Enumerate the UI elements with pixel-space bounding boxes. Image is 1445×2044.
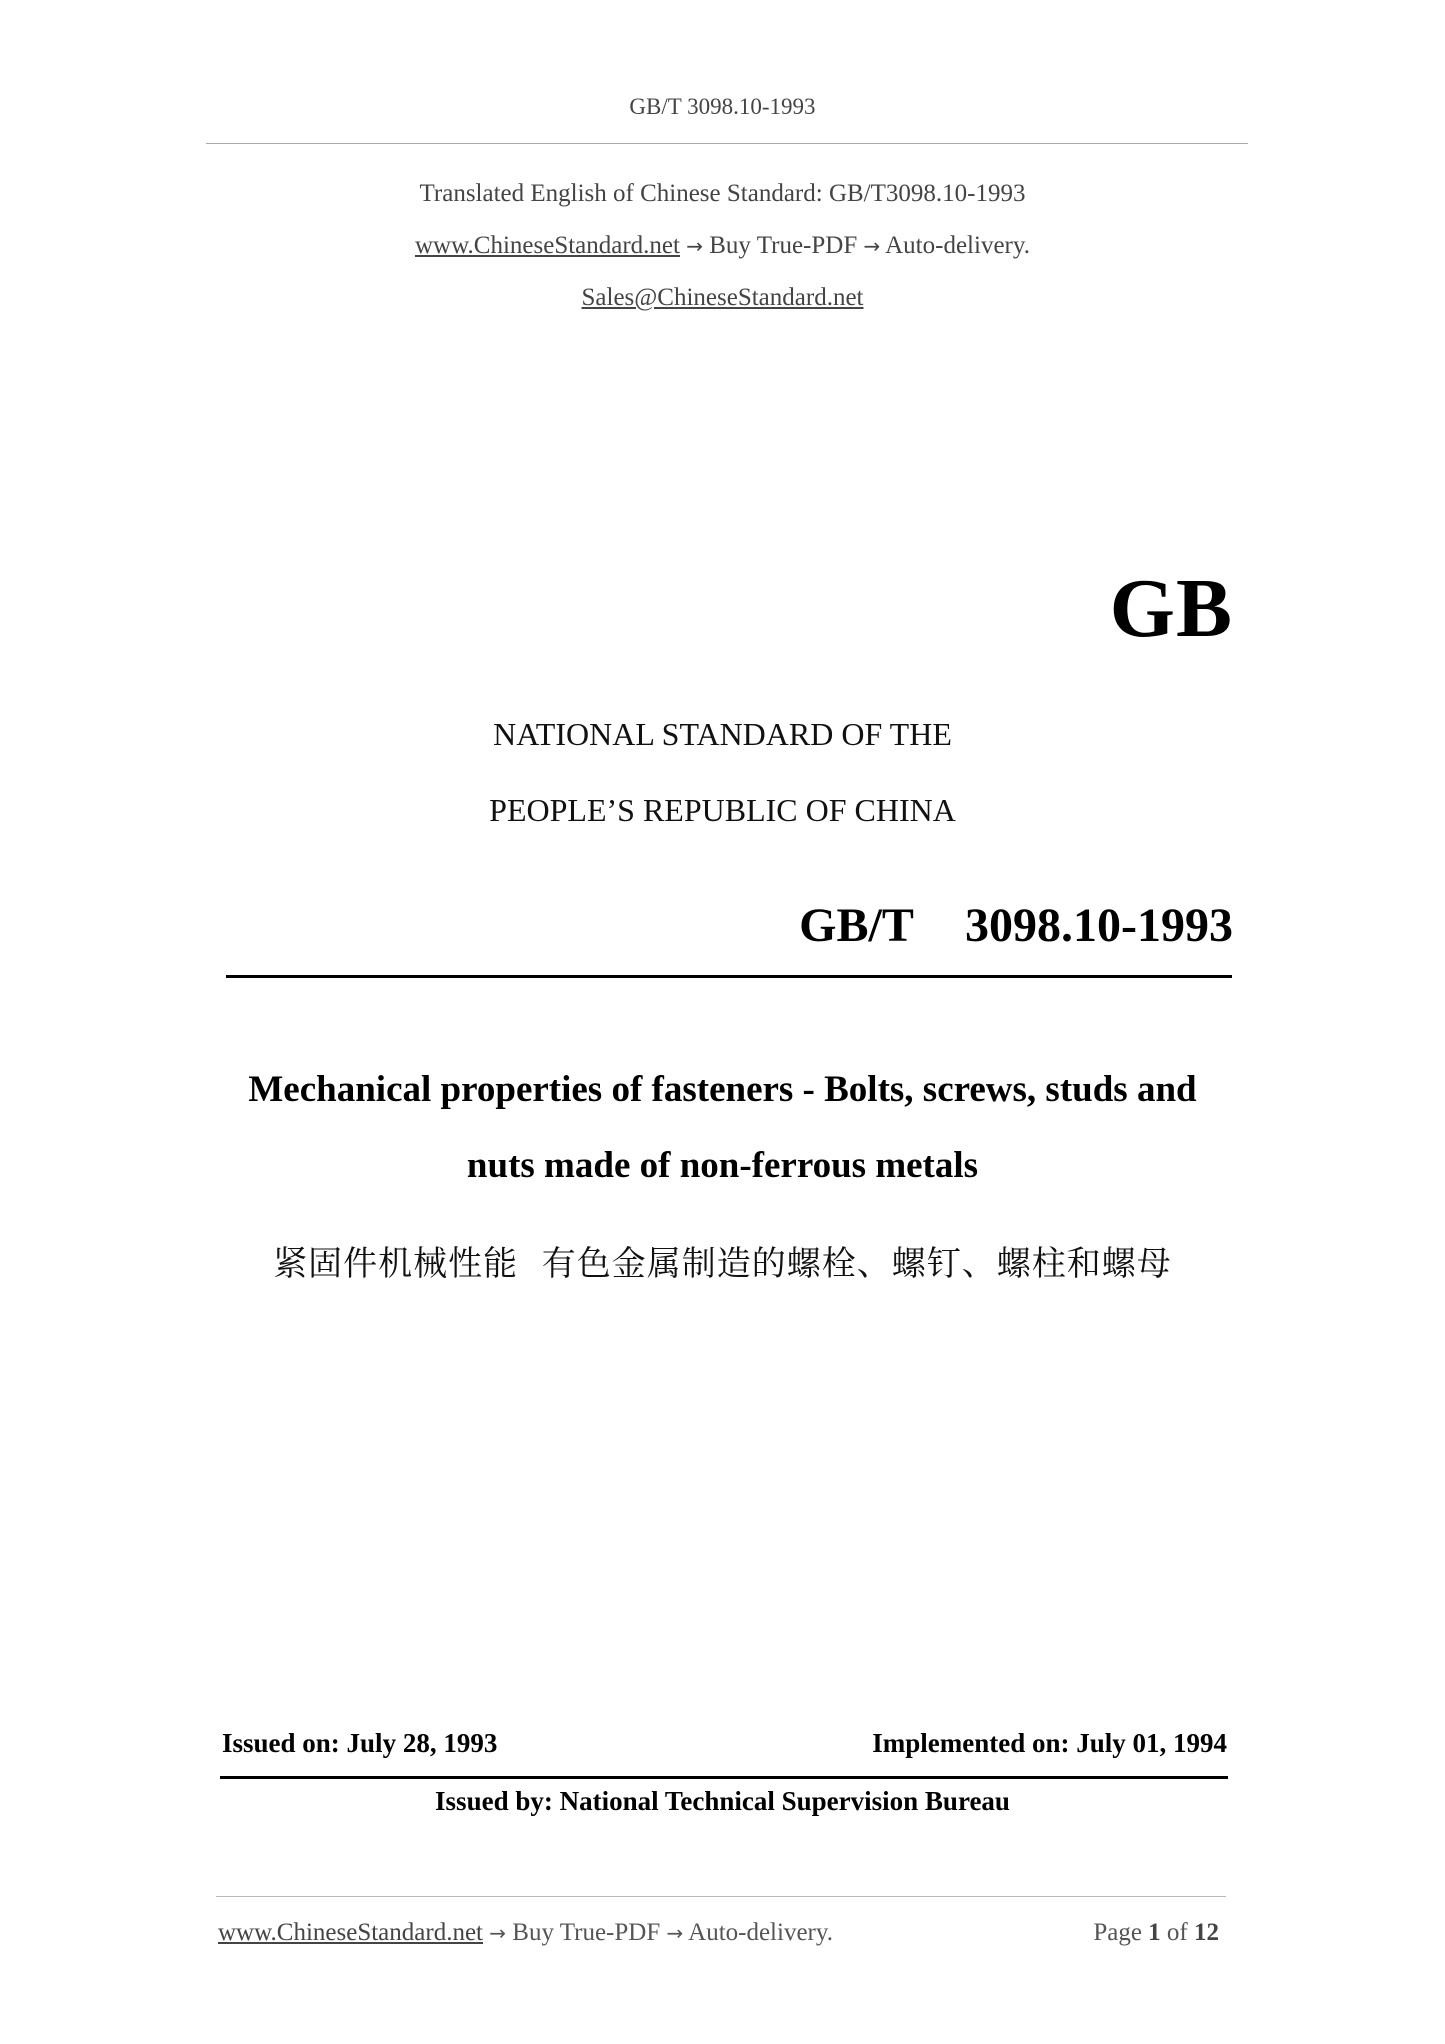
title-line2: nuts made of non-ferrous metals (466, 1145, 979, 1186)
email-link[interactable]: Sales@ChineseStandard.net (581, 284, 864, 311)
footer-site-link[interactable]: www.ChineseStandard.net (218, 1919, 483, 1946)
page-total: 12 (1194, 1919, 1219, 1946)
promo-line (0, 232, 1445, 260)
delivery-text: Auto-delivery. (885, 232, 1030, 259)
arrow-right-icon: → (686, 234, 703, 258)
national-standard-line2: PEOPLE’S REPUBLIC OF CHINA (489, 792, 956, 828)
footer-promo (218, 1919, 833, 1947)
code-rule (226, 975, 1232, 978)
chinese-title: 紧固件机械性能 有色金属制造的螺栓、螺钉、螺柱和螺母 (273, 1244, 1172, 1284)
footer-delivery-text: Auto-delivery. (688, 1919, 834, 1946)
gb-logo: GB (1109, 562, 1233, 655)
footer-buy-text: Buy True-PDF (512, 1919, 661, 1946)
buy-text: Buy True-PDF (709, 232, 858, 259)
arrow-right-icon: → (489, 1921, 507, 1945)
page-number: 1 (1148, 1919, 1161, 1946)
standard-code: GB/T 3098.10-1993 (799, 899, 1233, 952)
arrow-right-icon: → (863, 234, 881, 258)
running-header: GB/T 3098.10-1993 (629, 94, 816, 119)
footer-divider (216, 1896, 1226, 1897)
issued-on: Issued on: July 28, 1993 (222, 1728, 498, 1758)
site-link[interactable]: www.ChineseStandard.net (414, 232, 680, 259)
issue-rule (220, 1776, 1228, 1779)
header-divider (206, 143, 1248, 144)
title-line1: Mechanical properties of fasteners - Bolts, screws, studs and (248, 1069, 1197, 1110)
implemented-on: Implemented on: July 01, 1994 (872, 1728, 1227, 1758)
arrow-right-icon: → (666, 1921, 684, 1945)
translation-notice: Translated English of Chinese Standard: GB/T3098.10-1993 (419, 180, 1026, 207)
national-standard-line1: NATIONAL STANDARD OF THE (493, 716, 952, 752)
issued-by: Issued by: National Technical Supervision Bureau (435, 1786, 1010, 1816)
of-label: of (1166, 1919, 1188, 1946)
page-indicator (1093, 1919, 1219, 1947)
email-line (0, 284, 1445, 312)
page-label: Page (1093, 1919, 1142, 1946)
